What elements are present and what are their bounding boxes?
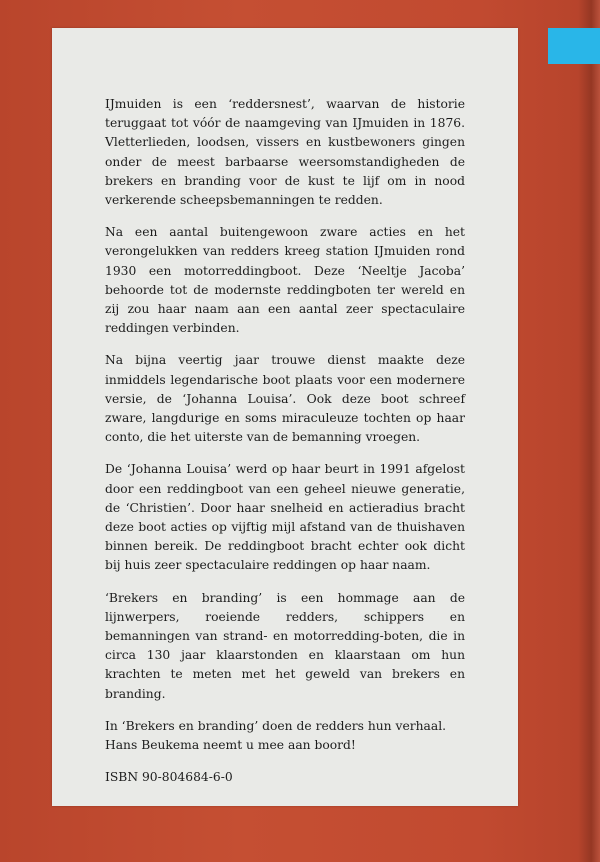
isbn-number: ISBN 90-804684-6-0: [105, 770, 233, 785]
paragraph-johanna-louisa: Na bijna veertig jaar trouwe dienst maakte deze inmiddels legendarische boot plaats voor een modernere versie, de ‘Johanna Louisa’. Ook deze boot schreef zware, langdurige en soms miraculeuze tochten op haar conto, die het uiterste van de bemanning vroegen.: [105, 353, 465, 445]
closing-line-1: In ‘Brekers en branding’ doen de redders hun verhaal.: [105, 718, 447, 733]
paragraph-hommage: ‘Brekers en branding’ is een hommage aan de lijnwerpers, roeiende redders, schippers en bemanningen van strand- en motorredding-boten, die in circa 130 jaar klaarstonden en klaarstaan om hun krachten te meten met het geweld van brekers en branding.: [105, 590, 465, 701]
text-panel: [52, 28, 518, 806]
paragraph-neeltje-jacoba: Na een aantal buitengewoon zware acties en het verongelukken van redders kreeg station IJmuiden rond 1930 een motorreddingboot. Deze ‘Neeltje Jacoba’ behoorde tot de modernste reddingboten ter wereld en zij zou haar naam aan een aantal zeer spectaculaire reddingen verbinden.: [105, 225, 465, 336]
cover-edge-shadow: [578, 0, 600, 862]
paragraph-christien: De ‘Johanna Louisa’ werd op haar beurt in 1991 afgelost door een reddingboot van een geheel nieuwe generatie, de ‘Christien’. Door haar snelheid en actieradius bracht deze boot acties op vijftig mijl afstand van de thuishaven binnen bereik. De reddingboot bracht echter ook dicht bij huis zeer spectaculaire reddingen op haar naam.: [105, 462, 465, 573]
blue-label-tab: [548, 28, 600, 64]
paragraph-closing: [105, 717, 465, 755]
closing-line-2: Hans Beukema neemt u mee aan boord!: [105, 738, 356, 753]
paragraph-history: IJmuiden is een ‘reddersnest’, waarvan de historie teruggaat tot vóór de naamgeving van IJmuiden in 1876. Vletterlieden, loodsen, vissers en kustbewoners gingen onder de meest barbaarse weersomstandigheden de brekers en branding voor de kust te lijf om in nood verkerende scheepsbemanningen te redden.: [105, 97, 465, 208]
blurb-text: [105, 95, 465, 801]
